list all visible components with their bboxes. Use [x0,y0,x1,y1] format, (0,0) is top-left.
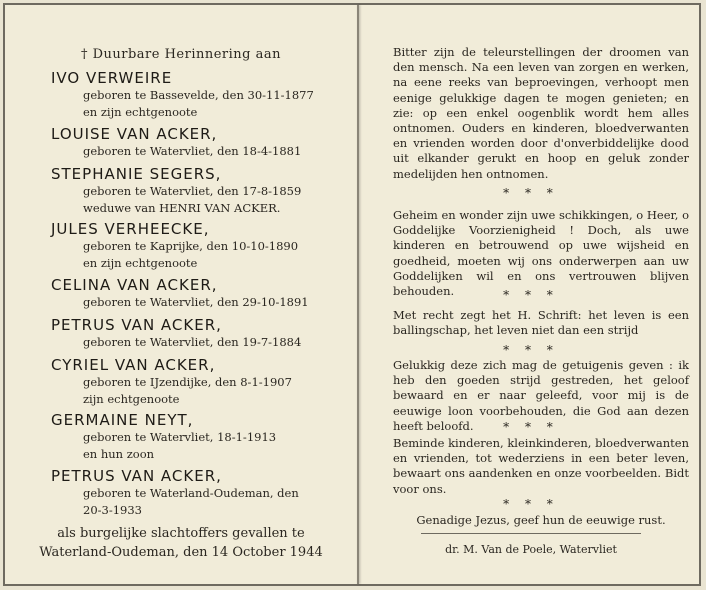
memorial-card [3,3,701,586]
person-entry [51,411,351,463]
prayer-paragraph: Beminde kinderen, kleinkinderen, bloedverwanten en vrienden, tot wederziens in een beter leven, bewaart ons aandenken en onze voorbeelden. Bidt voor ons. [393,436,689,496]
person-detail: zijn echtgenoote [83,392,180,406]
person-detail: weduwe van HENRI VAN ACKER. [83,201,281,215]
person-detail: geboren te Watervliet, den 19-7-1884 [83,335,302,349]
person-detail: 20-3-1933 [83,503,142,517]
person-name: GERMAINE NEYT, [51,411,194,429]
prayer-paragraph: Met recht zegt het H. Schrift: het leven is een ballingschap, het leven niet dan een strijd [393,308,689,338]
prayer-paragraph: Geheim en wonder zijn uwe schikkingen, o Heer, o Goddelijke Voorzienigheid ! Doch, als uwe kinderen en betrouwend op uwe wijsheid en goedheid, moeten wij ons onderwerpen aan uw Goddelijken wil en ons vertrouwen blijven behouden. [393,208,689,299]
person-detail: en zijn echtgenoote [83,256,198,270]
person-detail: geboren te Kaprijke, den 10-10-1890 [83,239,299,253]
star-divider: * * * [503,186,559,200]
person-detail: geboren te Bassevelde, den 30-11-1877 [83,88,314,102]
person-detail: geboren te Watervliet, den 18-4-1881 [83,144,302,158]
person-name: JULES VERHEECKE, [51,220,210,238]
person-detail: en zijn echtgenoote [83,105,198,119]
printer-credit: dr. M. Van de Poele, Watervliet [445,543,617,556]
prayer-paragraph: Bitter zijn de teleurstellingen der droomen van den mensch. Na een leven van zorgen en werken, na eene reeks van beproevingen, verhoopt men eenige gelukkige dagen te mogen genieten; en zie: op een enkel oogenblik wordt hem alles ontnomen. Ouders en kinderen, bloedverwanten en vrienden worden door d'onverbiddelijke dood uit elkander gerukt en hoop en geluk zonder medelijden hen ontnomen. [393,45,689,181]
star-divider: * * * [503,288,559,302]
person-detail: geboren te Watervliet, 18-1-1913 [83,430,277,444]
card-heading: † Duurbare Herinnering aan [80,47,282,62]
person-entry [51,69,351,121]
person-name: PETRUS VAN ACKER, [51,467,222,485]
person-detail: geboren te IJzendijke, den 8-1-1907 [83,375,292,389]
person-entry [51,356,351,408]
person-detail: geboren te Watervliet, den 29-10-1891 [83,295,309,309]
person-name: IVO VERWEIRE [51,69,173,87]
person-entry [51,220,351,272]
final-prayer: Genadige Jezus, geef hun de eeuwige rust. [416,513,666,527]
prayer-paragraph: Gelukkig deze zich mag de getuigenis geven : ik heb den goeden strijd gestreden, het geloof bewaard en er naar geleefd, voor mij is de eeuwige loon voorbehouden, die God aan dezen heeft beloofd. [393,358,689,433]
person-entry [51,467,351,519]
person-name: CYRIEL VAN ACKER, [51,356,216,374]
star-divider: * * * [503,343,559,357]
star-divider: * * * [503,497,559,511]
right-panel [361,5,701,584]
person-detail: en hun zoon [83,447,155,461]
person-entry [51,165,351,217]
divider-line [421,533,641,534]
person-entry [51,276,351,311]
person-entry [51,125,351,160]
card-fold [357,5,359,584]
person-entry [51,316,351,351]
person-name: PETRUS VAN ACKER, [51,316,222,334]
closing-line: als burgelijke slachtoffers gevallen te [57,526,305,541]
person-name: STEPHANIE SEGERS, [51,165,222,183]
left-panel [5,5,357,584]
person-name: CELINA VAN ACKER, [51,276,218,294]
closing-line: Waterland-Oudeman, den 14 October 1944 [39,545,323,560]
star-divider: * * * [503,420,559,434]
person-detail: geboren te Watervliet, den 17-8-1859 [83,184,302,198]
person-name: LOUISE VAN ACKER, [51,125,218,143]
person-detail: geboren te Waterland-Oudeman, den [83,486,299,500]
